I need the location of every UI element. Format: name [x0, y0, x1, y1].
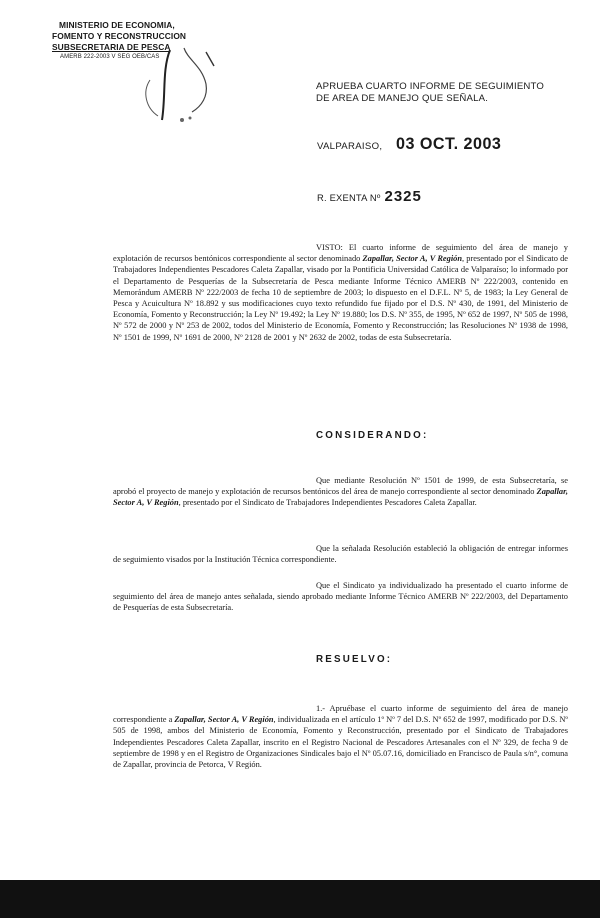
resuelvo-p1-b: , individualizada en el artículo 1º Nº 7 del D.S. Nº 652 de 1997, modificado por D.S. Nº 505 de 1998, ambos del Ministerio de Economía, Fomento y Reconstrucción, presentado por el Sindicato de Trabajadores Independientes Pescadores Caleta Zapallar, inscrito en el Registro Nacional de Pescadores Artesanales con el Nº 329, de fecha 9 de septiembre de 1998 y en el Registro de Organizaciones Sindicales bajo el Nº 05.07.16, domiciliado en Francisco de Paula s/n°, comuna de Zapallar, provincia de Petorca, V Región.	[113, 715, 569, 770]
visto-sector: Zapallar, Sector A, V Región	[362, 254, 462, 264]
considerando-heading: CONSIDERANDO:	[316, 430, 429, 441]
visto-lead: VISTO:	[316, 243, 343, 252]
considerando-paragraph-3	[113, 580, 568, 614]
considerando-p1-sector: Zapallar, Sector A, V Región	[113, 487, 568, 508]
considerando-p1-a: Que mediante Resolución Nº 1501 de 1999, de esta Subsecretaría, se aprobó el proyecto de manejo y explotación de recursos bentónicos del área de manejo correspondiente al sector denominado	[113, 476, 568, 497]
considerando-p3-text: Que el Sindicato ya individualizado ha presentado el cuarto informe de seguimiento del área de manejo antes señalada, siendo aprobado mediante Informe Técnico AMERB Nº 222/2003, del Departamento de Pesquerías de esta Subsecretaría.	[113, 581, 568, 613]
document-subject	[316, 81, 556, 105]
subject-line-1: APRUEBA CUARTO INFORME DE SEGUIMIENTO	[316, 81, 545, 92]
scan-bottom-edge	[0, 880, 600, 918]
date-place: VALPARAISO,	[317, 141, 383, 152]
visto-text-b: , presentado por el Sindicato de Trabajadores Independientes Pescadores Caleta Zapallar, visado por la Pontificia Universidad Católica de Valparaíso; lo informado por el Departamento de Pesquerías de la Subsecretaría de Pesca mediante Informe Técnico AMERB Nº 222/2003, contenido en Memorándum AMERB Nº 222/2003 de fecha 10 de septiembre de 2003; lo dispuesto en el D.F.L. Nº 5, de 1983; la Ley General de Pesca y Acuicultura Nº 18.892 y sus modificaciones cuyo texto refundido fue fijado por el D.S. Nº 430, de 1991, del Ministerio de Economía, Fomento y Reconstrucción; la Ley Nº 19.492; la Ley Nº 19.880; los D.S. Nº 355, de 1995, Nº 652 de 1997, Nº 505 de 1998, Nº 572 de 2000 y Nº 253 de 2002, todos del Ministerio de Economía, Fomento y Reconstrucción; las Resoluciones Nº 1938 de 1998, Nº 1501 de 1999, Nº 1691 de 2000, Nº 2128 de 2001 y Nº 2632 de 2002, todas de esta Subsecretaría.	[113, 254, 569, 342]
resuelvo-p1-sector: Zapallar, Sector A, V Región	[174, 715, 274, 725]
considerando-p1-b: , presentado por el Sindicato de Trabajadores Independientes Pescadores Caleta Zapallar.	[178, 498, 477, 508]
handwritten-stamp-mark	[132, 40, 216, 132]
letterhead-subsecretaria: SUBSECRETARIA DE PESCA	[52, 42, 171, 52]
date-row	[317, 134, 507, 154]
subject-line-2: DE AREA DE MANEJO QUE SEÑALA.	[316, 93, 489, 104]
letterhead-ministry-cont: FOMENTO Y RECONSTRUCCION	[52, 31, 187, 41]
considerando-p2-text: Que la señalada Resolución estableció la obligación de entregar informes de seguimiento visados por la Institución Técnica correspondiente.	[113, 544, 568, 565]
resuelvo-heading: RESUELVO:	[316, 654, 393, 665]
considerando-paragraph-2	[113, 543, 568, 565]
resuelvo-p1-lead: 1.- Apruébase el cuarto informe de seguimiento del área de manejo correspondiente a	[113, 704, 568, 725]
resolution-number-row	[317, 188, 422, 205]
date-stamp: 03 OCT. 2003	[396, 134, 502, 153]
resuelvo-paragraph-1	[113, 703, 568, 770]
resolution-label: R. EXENTA Nº	[317, 192, 381, 203]
visto-text-a: El cuarto informe de seguimiento del área de manejo y explotación de recursos bentónicos correspondiente al sector denominado	[113, 243, 568, 264]
letterhead-ministry: MINISTERIO DE ECONOMIA,	[59, 20, 175, 30]
resolution-number: 2325	[384, 188, 422, 205]
visto-paragraph	[113, 242, 568, 343]
letterhead-reference: AMERB 222-2003 V SEG OEB/CAS	[60, 54, 160, 60]
considerando-paragraph-1	[113, 475, 568, 509]
